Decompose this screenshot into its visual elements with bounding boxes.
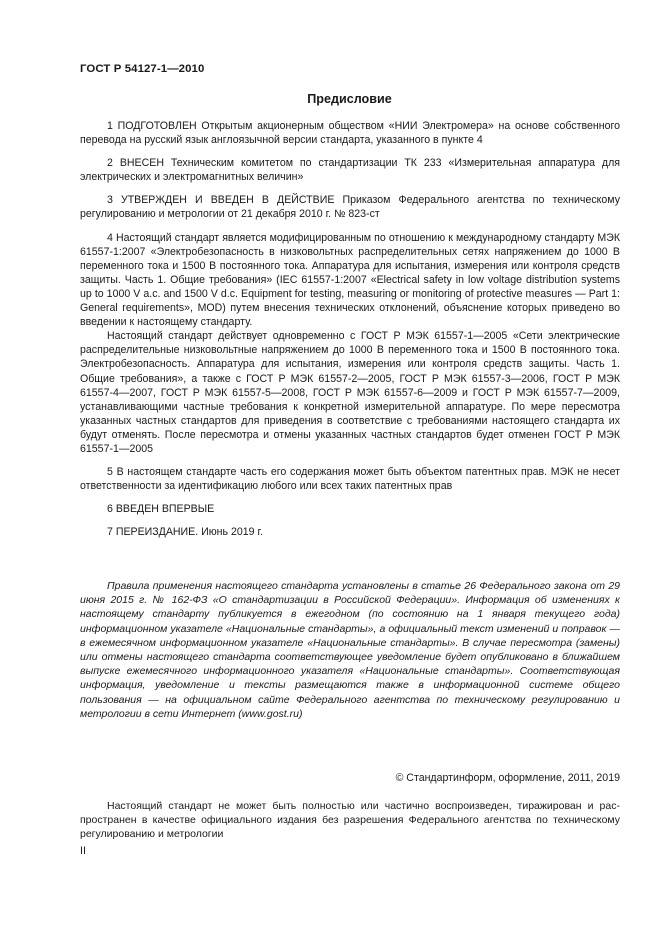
- preface-item-4: 4 Настоящий стандарт является модифицированным по отношению к международному стандарту МЭК 61557-1:2007 «Электробезопасность в низковольтных распределительных сетях напряжением до 1000 В переменного тока и 1500 В постоянного тока. Аппаратура для испытания, измерения или контроля средств защиты. Часть 1. Общие требования» (IEC 61557-1:2007 «Electrical safety in low voltage distribution systems up to 1000 V a.c. and 1500 V d.c. Equipment for testing, measuring or monitoring of protective measures — Part 1: General requirements», MOD) путем внесения технических отклонений, объяснение которых приведено во введении к настоящему стандарту.: [80, 231, 620, 329]
- reproduction-notice: Настоящий стандарт не может быть полностью или частично воспроизведен, тиражирован и распространен в качестве официального издания без разрешения Федерального агентства по техническому регулированию и метрологии: [80, 800, 620, 841]
- preface-items: [80, 119, 620, 539]
- application-rules-note: Правила применения настоящего стандарта установлены в статье 26 Федерального закона от 29 июня 2015 г. № 162-ФЗ «О стандартизации в Российской Федерации». Информация об изменениях к настоящему стандарту публикуется в ежегодном (по состоянию на 1 января текущего года) информационном указателе «Национальные стандарты», а официальный текст изменений и поправок — в ежемесячном информационном указателе «Национальные стандарты». В случае пересмотра (замены) или отмены настоящего стандарта соответствующее уведомление будет опубликовано в ближайшем выпуске ежемесячного информационного указателя «Национальные стандарты». Соответствующая информация, уведомление и тексты размещаются также в информационной системе общего пользования — на официальном сайте Федерального агентства по техническому регулированию и метрологии в сети Интернет (www.gost.ru): [80, 580, 620, 720]
- preface-item-6: 6 ВВЕДЕН ВПЕРВЫЕ: [107, 503, 215, 516]
- preface-item-4-continuation: Настоящий стандарт действует одновременно с ГОСТ Р МЭК 61557-1—2005 «Сети электрические распределительные низковольтные напряжением до 1000 В переменного тока и 1500 В постоянного тока. Электробезопасность. Аппаратура для испытания, измерения или контроля средств защиты. Часть 1. Общие требования», а также с ГОСТ Р МЭК 61557-2—2005, ГОСТ Р МЭК 61557-3—2006, ГОСТ Р МЭК 61557-4—2007, ГОСТ Р МЭК 61557-5—2008, ГОСТ Р МЭК 61557-6—2009 и ГОСТ Р МЭК 61557-7—2009, устанавливающими частные требования к конкретной измерительной аппаратуре. По мере пересмотра указанных частных стандартов для приведения в соответствие с требованиями настоящего стандарта их будут отменять. После пересмотра и отмены указанных частных стандартов будет отменен ГОСТ Р МЭК 61557-1—2005: [80, 330, 620, 455]
- page-number: II: [80, 845, 86, 857]
- page-title: Предисловие: [307, 92, 392, 106]
- preface-item-3: 3 УТВЕРЖДЕН И ВВЕДЕН В ДЕЙСТВИЕ Приказом Федерального агентства по техническому регулированию и метрологии от 21 декабря 2010 г. № 823-ст: [80, 194, 620, 221]
- preface-item-1: 1 ПОДГОТОВЛЕН Открытым акционерным обществом «НИИ Электромера» на основе собственного перевода на русский язык англоязычной версии стандарта, указанного в пункте 4: [80, 120, 620, 147]
- copyright-line: © Стандартинформ, оформление, 2011, 2019: [395, 772, 620, 784]
- preface-item-2: 2 ВНЕСЕН Техническим комитетом по стандартизации ТК 233 «Измерительная аппаратура для электрических и электромагнитных величин»: [80, 157, 620, 184]
- document-code-header: ГОСТ Р 54127-1—2010: [80, 63, 205, 75]
- preface-item-7: 7 ПЕРЕИЗДАНИЕ. Июнь 2019 г.: [107, 526, 264, 539]
- preface-item-5: 5 В настоящем стандарте часть его содержания может быть объектом патентных прав. МЭК не несет ответственности за идентификацию любого или всех таких патентных прав: [80, 466, 620, 493]
